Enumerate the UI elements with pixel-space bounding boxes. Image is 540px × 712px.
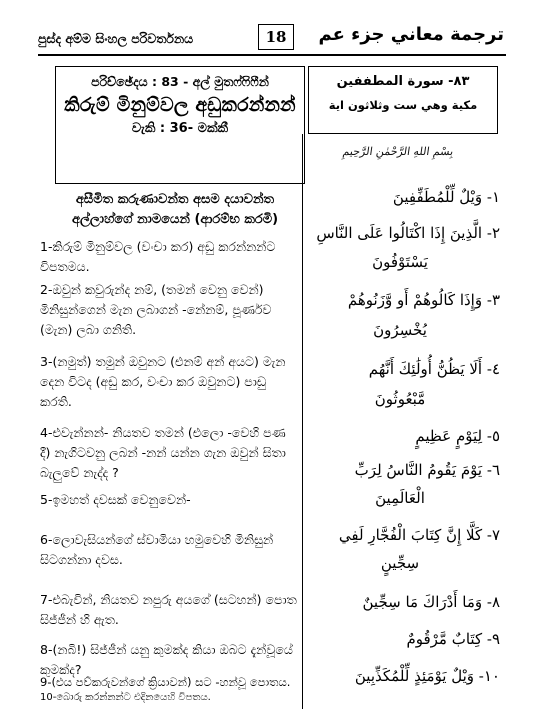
verse-sinhala-6: 6-ලොවැසියන්ගේ ස්වාමියා හමුවෙහි මිනිසුන් සිටගන්නා දවස. xyxy=(40,532,274,567)
surah-title-box-arabic xyxy=(308,66,498,134)
verse-arabic-7-cont: سِجِّينٍ xyxy=(380,554,420,572)
verse-sinhala-9: 9-(එය පව්කරුවන්ගේ ක්‍රියාවන්) සට -හන්වූ පොතය. xyxy=(40,675,291,689)
verse-sinhala-3: 3-(නමුත්) තමුන් ඔවුනට (එනම් අන් අයට) මැන දෙන විටද (අඩු කර, වංචා කර ඔවුනට) පාඩු කරති. xyxy=(40,354,286,409)
basmala-arabic: بِسْمِ اللهِ الرَّحْمٰنِ الرَّحِيمِ xyxy=(341,145,455,158)
verse-arabic-6: ٦- يَوْمَ يَقُومُ النَّاسُ لِرَبِّ xyxy=(354,461,500,479)
header-arabic-title: ترجمة معاني جزء عم xyxy=(318,24,504,45)
verse-sinhala-4: 4-එවැන්නන්- නියතව තමන් (එලො -වෙහි පණ දී) නැගිටවනු ලබන් -නන් යන්න ගැන ඔවුන් සිතා බැලුවේ නැද්ද ? xyxy=(40,425,286,480)
verse-arabic-3: ٣- وَإِذَا كَالُوهُمْ أَو وَّزَنُوهُمْ xyxy=(347,291,500,309)
verse-arabic-9: ٩- كِتَابٌ مَّرْقُومٌ xyxy=(406,630,500,648)
verse-arabic-10: ١٠- وَيْلٌ يَوْمَئِذٍ لِّلْمُكَذِّبِينَ xyxy=(354,667,500,685)
verse-arabic-5: ٥- لِيَوْمٍ عَظِيمٍ xyxy=(415,427,500,445)
verse-sinhala-8: 8-(නබි!) සිජ්ජීන් යනු කුමක්ද කියා ඔබට දැන්වූයේ කුමක්ද? xyxy=(40,642,293,677)
verse-sinhala-7: 7-එබැවින්, නියතව නපුරු අයගේ (සටහන්) පොත සිජ්ජීන් හි ඇත. xyxy=(40,592,297,627)
verse-sinhala-2: 2-ඔවුන් කවුරුන්ද නම්, (තමන් වෙනු වෙන්) මිනිසුන්ගෙන් මැන ලබාගන් -නේනම්, පූර්ණව (මැන) ලබා ගනිති. xyxy=(40,282,272,337)
verse-arabic-1: ١- وَيْلٌ لِّلْمُطَفِّفِينَ xyxy=(392,188,500,206)
verse-arabic-2-cont: يَسْتَوْفُونَ xyxy=(372,253,428,271)
verse-arabic-7: ٧- كَلَّا إِنَّ كِتَابَ الْفُجَّارِ لَفِي xyxy=(338,526,500,544)
verse-count: වැකි : 36- මක්කී xyxy=(131,121,229,136)
header-sinhala-title: පුස්ද අම්ම සිංහල පරිවර්තනය xyxy=(38,31,194,46)
header-rule xyxy=(38,54,506,56)
surah-title-box-sinhala xyxy=(55,66,305,184)
verse-arabic-4-cont: مَّبْعُوثُونَ xyxy=(374,390,426,408)
chapter-title: කිරුම් මිනුම්වල අඩුකරන්නන් xyxy=(64,94,296,116)
verse-sinhala-10: 10-බොරු කරන්නන්ට එදිනයෙහි විපතය. xyxy=(40,692,211,703)
verse-arabic-3-cont: يُخْسِرُونَ xyxy=(373,321,427,339)
verse-arabic-6-cont: الْعَالَمِينَ xyxy=(375,489,425,507)
verse-sinhala-5: 5-ඉමහත් දවසක් වෙනුවෙන්- xyxy=(40,492,191,507)
verse-arabic-4: ٤- أَلَا يَظُنُّ أُولَٰئِكَ أَنَّهُم xyxy=(368,360,500,378)
verse-arabic-2: ٢- الَّذِينَ إِذَا اكْتَالُوا عَلَى النَّاسِ xyxy=(316,224,500,242)
surah-name-arabic: ٨٣- سورة المطففين xyxy=(336,74,470,89)
basmala-sinhala: අසීමිත කරුණාවන්ත අසම දයාවන්ත අල්ලාහ්ගේ නාමයෙන් (ආරම්භ කරමි) xyxy=(71,192,279,227)
page-number: 18 xyxy=(258,24,294,50)
surah-info-arabic: مكية وهي ست وثلاثون اية xyxy=(328,98,478,112)
chapter-label: පරිච්ඡේදය : 83 - අල් මුතෆ්ෆිෆීන් xyxy=(91,74,269,89)
verse-sinhala-1: 1-කිරුම් මිනුම්වල (වංචා කර) අඩු කරන්නන්ට විපතමය. xyxy=(40,239,276,274)
page-header xyxy=(38,22,506,52)
verse-arabic-8: ٨- وَمَا أَدْرَاكَ مَا سِجِّينٌ xyxy=(362,593,500,611)
